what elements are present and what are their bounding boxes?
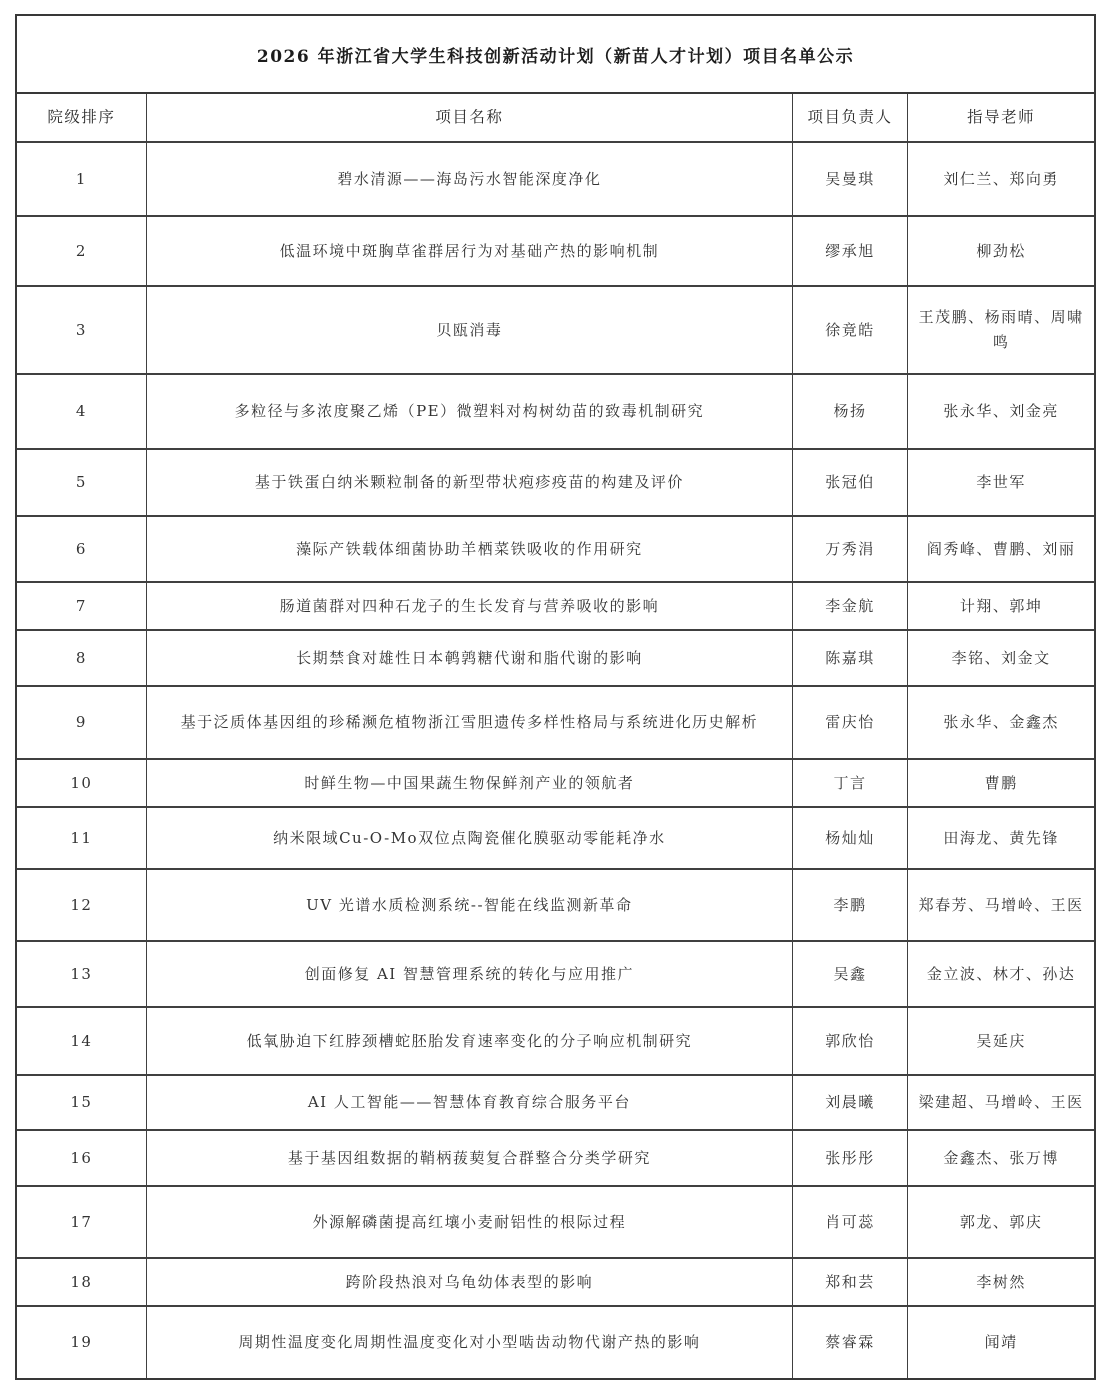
leader-cell: 丁言 (792, 759, 907, 807)
project-name-cell: 时鲜生物—中国果蔬生物保鲜剂产业的领航者 (146, 759, 792, 807)
advisor-cell: 梁建超、马增岭、王医 (908, 1075, 1094, 1130)
table-row (17, 374, 1094, 449)
rank-cell: 13 (17, 941, 146, 1007)
advisor-cell: 李铭、刘金文 (908, 630, 1094, 686)
leader-cell: 郭欣怡 (792, 1007, 907, 1075)
leader-cell: 缪承旭 (792, 216, 907, 286)
advisor-cell: 曹鹏 (908, 759, 1094, 807)
leader-cell: 张彤彤 (792, 1130, 907, 1186)
table-row (17, 1258, 1094, 1306)
table-row (17, 1306, 1094, 1378)
advisor-cell: 阎秀峰、曹鹏、刘丽 (908, 516, 1094, 582)
table-header (17, 94, 1094, 142)
rank-cell: 2 (17, 216, 146, 286)
rank-cell: 5 (17, 449, 146, 516)
project-roster-table (17, 94, 1094, 1378)
table-row (17, 807, 1094, 869)
table-row (17, 941, 1094, 1007)
leader-cell: 徐竟皓 (792, 286, 907, 374)
project-name-cell: 长期禁食对雄性日本鹌鹑糖代谢和脂代谢的影响 (146, 630, 792, 686)
header-row (17, 94, 1094, 142)
advisor-cell: 王茂鹏、杨雨晴、周啸鸣 (908, 286, 1094, 374)
project-name-cell: 低氧胁迫下红脖颈槽蛇胚胎发育速率变化的分子响应机制研究 (146, 1007, 792, 1075)
header-project: 项目名称 (146, 94, 792, 142)
advisor-cell: 金立波、林才、孙达 (908, 941, 1094, 1007)
rank-cell: 12 (17, 869, 146, 941)
project-name-cell: 肠道菌群对四种石龙子的生长发育与营养吸收的影响 (146, 582, 792, 630)
table-row (17, 216, 1094, 286)
rank-cell: 17 (17, 1186, 146, 1258)
table-row (17, 1007, 1094, 1075)
project-name-cell: 周期性温度变化周期性温度变化对小型啮齿动物代谢产热的影响 (146, 1306, 792, 1378)
table-row (17, 869, 1094, 941)
header-leader: 项目负责人 (792, 94, 907, 142)
advisor-cell: 张永华、金鑫杰 (908, 686, 1094, 759)
rank-cell: 10 (17, 759, 146, 807)
project-name-cell: 基于铁蛋白纳米颗粒制备的新型带状疱疹疫苗的构建及评价 (146, 449, 792, 516)
project-name-cell: 多粒径与多浓度聚乙烯（PE）微塑料对构树幼苗的致毒机制研究 (146, 374, 792, 449)
table-row (17, 582, 1094, 630)
rank-cell: 9 (17, 686, 146, 759)
project-name-cell: 纳米限域Cu-O-Mo双位点陶瓷催化膜驱动零能耗净水 (146, 807, 792, 869)
table-row (17, 1075, 1094, 1130)
project-name-cell: 外源解磷菌提高红壤小麦耐铝性的根际过程 (146, 1186, 792, 1258)
table-row (17, 142, 1094, 216)
advisor-cell: 吴延庆 (908, 1007, 1094, 1075)
table-row (17, 759, 1094, 807)
leader-cell: 杨灿灿 (792, 807, 907, 869)
project-name-cell: 碧水清源——海岛污水智能深度净化 (146, 142, 792, 216)
leader-cell: 李金航 (792, 582, 907, 630)
project-name-cell: 跨阶段热浪对乌龟幼体表型的影响 (146, 1258, 792, 1306)
table-row (17, 630, 1094, 686)
table-row (17, 286, 1094, 374)
leader-cell: 雷庆怡 (792, 686, 907, 759)
project-name-cell: 基于基因组数据的鞘柄菝葜复合群整合分类学研究 (146, 1130, 792, 1186)
project-name-cell: 贝瓯消毒 (146, 286, 792, 374)
leader-cell: 肖可蕊 (792, 1186, 907, 1258)
rank-cell: 15 (17, 1075, 146, 1130)
leader-cell: 刘晨曦 (792, 1075, 907, 1130)
project-name-cell: 创面修复 AI 智慧管理系统的转化与应用推广 (146, 941, 792, 1007)
leader-cell: 杨扬 (792, 374, 907, 449)
rank-cell: 3 (17, 286, 146, 374)
header-advisor: 指导老师 (908, 94, 1094, 142)
leader-cell: 吴鑫 (792, 941, 907, 1007)
project-name-cell: AI 人工智能——智慧体育教育综合服务平台 (146, 1075, 792, 1130)
leader-cell: 蔡睿霖 (792, 1306, 907, 1378)
table-row (17, 1186, 1094, 1258)
advisor-cell: 刘仁兰、郑向勇 (908, 142, 1094, 216)
leader-cell: 陈嘉琪 (792, 630, 907, 686)
rank-cell: 19 (17, 1306, 146, 1378)
rank-cell: 4 (17, 374, 146, 449)
advisor-cell: 金鑫杰、张万博 (908, 1130, 1094, 1186)
rank-cell: 11 (17, 807, 146, 869)
leader-cell: 吴曼琪 (792, 142, 907, 216)
rank-cell: 8 (17, 630, 146, 686)
document-title: 2026 年浙江省大学生科技创新活动计划（新苗人才计划）项目名单公示 (17, 16, 1094, 94)
advisor-cell: 柳劲松 (908, 216, 1094, 286)
leader-cell: 万秀涓 (792, 516, 907, 582)
advisor-cell: 李树然 (908, 1258, 1094, 1306)
rank-cell: 1 (17, 142, 146, 216)
advisor-cell: 田海龙、黄先锋 (908, 807, 1094, 869)
leader-cell: 李鹏 (792, 869, 907, 941)
table-row (17, 686, 1094, 759)
leader-cell: 张冠伯 (792, 449, 907, 516)
project-name-cell: 基于泛质体基因组的珍稀濒危植物浙江雪胆遗传多样性格局与系统进化历史解析 (146, 686, 792, 759)
document-frame (15, 14, 1096, 1380)
advisor-cell: 郑春芳、马增岭、王医 (908, 869, 1094, 941)
advisor-cell: 郭龙、郭庆 (908, 1186, 1094, 1258)
project-name-cell: 藻际产铁载体细菌协助羊栖菜铁吸收的作用研究 (146, 516, 792, 582)
rank-cell: 18 (17, 1258, 146, 1306)
advisor-cell: 李世军 (908, 449, 1094, 516)
advisor-cell: 闻靖 (908, 1306, 1094, 1378)
table-row (17, 1130, 1094, 1186)
rank-cell: 6 (17, 516, 146, 582)
rank-cell: 16 (17, 1130, 146, 1186)
rank-cell: 14 (17, 1007, 146, 1075)
table-row (17, 449, 1094, 516)
header-rank: 院级排序 (17, 94, 146, 142)
rank-cell: 7 (17, 582, 146, 630)
table-row (17, 516, 1094, 582)
leader-cell: 郑和芸 (792, 1258, 907, 1306)
project-name-cell: UV 光谱水质检测系统--智能在线监测新革命 (146, 869, 792, 941)
project-name-cell: 低温环境中斑胸草雀群居行为对基础产热的影响机制 (146, 216, 792, 286)
advisor-cell: 计翔、郭坤 (908, 582, 1094, 630)
table-body (17, 142, 1094, 1378)
advisor-cell: 张永华、刘金亮 (908, 374, 1094, 449)
